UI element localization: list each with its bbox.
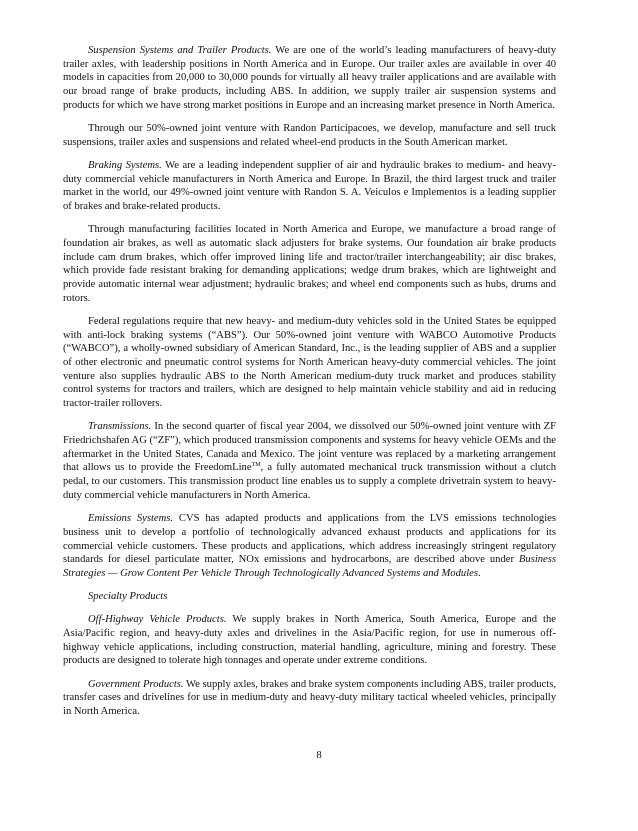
paragraph-lead: Emissions Systems. (88, 513, 174, 525)
paragraph-text: We are one of the world’s leading manufacturers of heavy-duty trailer axles, with leadership positions in North America and in Europe. Our trailer axles are available in over 40 models in capacities from 20,000 to 30,000 pounds for virtually all heavy trailer applications and are available with our broad range of brake products, including ABS. In addition, we supply trailer air suspension systems and products for which we have strong market positions in Europe and an increasing market presence in North America. (63, 45, 556, 111)
paragraph-braking-systems (63, 159, 556, 214)
paragraph-text: Through manufacturing facilities located in North America and Europe, we manufacture a broad range of foundation air brakes, as well as automatic slack adjusters for brake systems. Our foundation air brake products include cam drum brakes, which offer improved lining life and tractor/trailer interchangeability; air disc brakes, which provide fade resistant braking for demanding applications; wedge drum brakes, which are lightweight and provide automatic internal wear adjustment; hydraulic brakes; and wheel end components such as hubs, drums and rotors. (63, 224, 556, 304)
paragraph-text: We are a leading independent supplier of air and hydraulic brakes to medium- and heavy-duty commercial vehicle manufacturers in North America and Europe. In Brazil, the third largest truck and trailer market in the world, our 49%-owned joint venture with Randon S. A. Veiculos e Implementos is a leading supplier of brakes and brake-related products. (63, 159, 556, 213)
paragraph-foundation-brakes (63, 223, 556, 305)
paragraph-abs-regulations (63, 315, 556, 411)
page-number: 8 (316, 750, 322, 761)
paragraph-suspension-systems (63, 44, 556, 113)
paragraph-text: Through our 50%-owned joint venture with Randon Participacoes, we develop, manufacture and sell truck suspensions, trailer axles and suspensions and related wheel-end products in the South American market. (63, 123, 556, 148)
paragraph-lead: Braking Systems. (88, 159, 162, 171)
paragraph-lead: Transmissions. (88, 421, 152, 433)
paragraph-emissions-systems (63, 512, 556, 581)
paragraph-text: , a fully automated mechanical truck transmission without a clutch pedal, to our customers. This transmission product line enables us to supply a complete drivetrain system to heavy-duty commercial vehicle manufacturers in North America. (63, 462, 556, 501)
paragraph-text: In the second quarter of fiscal year 2004, we dissolved our 50%-owned joint venture with ZF Friedrichshafen AG (“ZF”), which produced transmission components and systems for heavy vehicle OEMs and the aftermarket in the United States, Canada and Mexico. The joint venture was replaced by a marketing arrangement that allows us to provide the FreedomLine (63, 421, 556, 474)
trademark-mark: TM (251, 462, 261, 469)
cross-reference: Business Strategies — Grow Content Per Vehicle Through Technologically Advanced Systems and Modules (63, 554, 556, 579)
document-page (63, 44, 556, 728)
paragraph-off-highway (63, 613, 556, 668)
paragraph-end: . (477, 567, 481, 579)
paragraph-text: CVS has adapted products and applications from the LVS emissions technologies business unit to develop a portfolio of technologically advanced exhaust products and applications for its commercial vehicle customers. These products and applications, which address increasingly stringent regulatory standards for diesel particulate matter, NOx emissions and hydrocarbons, are described above under (63, 513, 556, 566)
paragraph-text: We supply brakes in North America, South America, Europe and the Asia/Pacific region, and heavy-duty axles and drivelines in the Asia/Pacific region, for use in numerous off-highway vehicle applications, including construction, material handling, agriculture, mining and forestry. These products are designed to tolerate high tonnages and operate under extreme conditions. (63, 614, 556, 667)
paragraph-transmissions (63, 420, 556, 502)
paragraph-randon-joint-venture (63, 122, 556, 149)
section-heading-specialty-products: Specialty Products (88, 591, 168, 603)
paragraph-government-products (63, 678, 556, 719)
paragraph-lead: Suspension Systems and Trailer Products. (88, 45, 272, 56)
paragraph-text: We supply axles, brakes and brake system components including ABS, trailer products, transfer cases and drivelines for use in medium-duty and heavy-duty military tactical wheeled vehicles, principally in North America. (63, 678, 557, 718)
paragraph-lead: Off-Highway Vehicle Products. (88, 614, 227, 626)
paragraph-lead: Government Products. (88, 678, 184, 690)
paragraph-text: Federal regulations require that new heavy- and medium-duty vehicles sold in the United States be equipped with anti-lock braking systems (“ABS”). Our 50%-owned joint venture with WABCO Automotive Products (“WABCO”), a wholly-owned subsidiary of American Standard, Inc., is the leading supplier of ABS and a supplier of other electronic and pneumatic control systems for North American heavy-duty commercial vehicles. The joint venture also supplies hydraulic ABS to the North American medium-duty truck market and produces stability control systems for tractors and trailers, which are designed to help maintain vehicle stability and aid in reducing tractor-trailer rollovers. (63, 315, 556, 410)
